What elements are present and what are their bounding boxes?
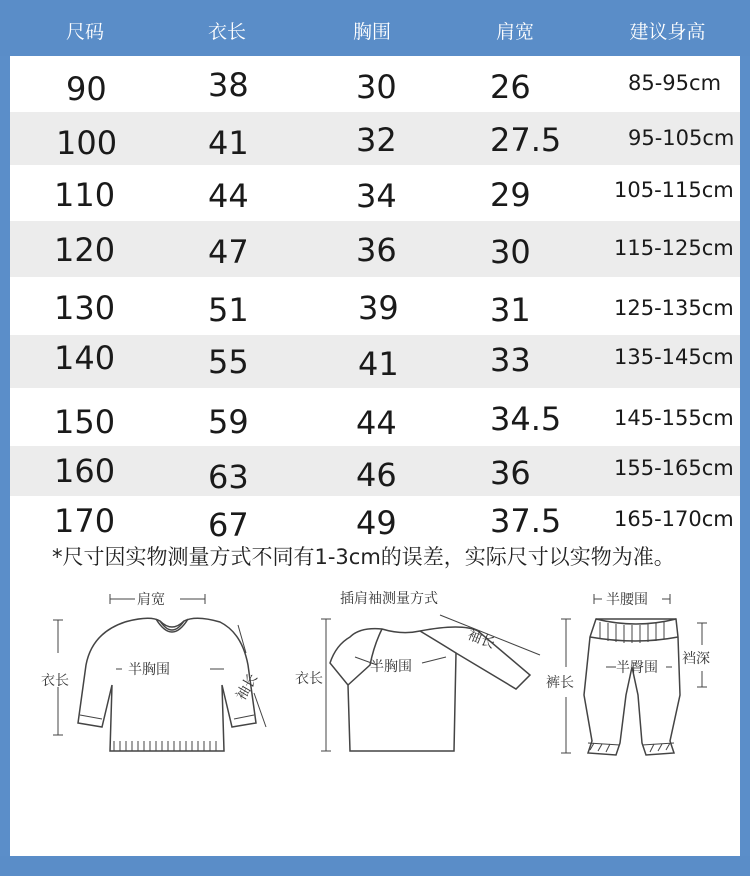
cell-size: 160 xyxy=(54,452,116,490)
cell-length: 59 xyxy=(208,403,249,441)
label-shoulder: 肩宽 xyxy=(137,592,165,608)
table-row xyxy=(10,388,740,446)
cell-size: 90 xyxy=(66,70,107,108)
cell-chest: 46 xyxy=(356,456,397,494)
cell-length: 51 xyxy=(208,291,249,329)
raglan-diagram xyxy=(321,615,540,751)
measurement-diagrams xyxy=(10,575,740,775)
table-row xyxy=(10,496,740,544)
cell-height: 115-125cm xyxy=(614,236,734,260)
table-row xyxy=(10,335,740,388)
cell-length: 41 xyxy=(208,124,249,162)
cell-length: 67 xyxy=(208,506,249,544)
cell-height: 135-145cm xyxy=(614,345,734,369)
cell-chest: 44 xyxy=(356,404,397,442)
cell-length: 47 xyxy=(208,233,249,271)
label-chest: 半胸围 xyxy=(128,662,170,678)
cell-shoulder: 29 xyxy=(490,176,531,214)
cell-length: 63 xyxy=(208,458,249,496)
cell-shoulder: 36 xyxy=(490,454,531,492)
label-raglan-chest: 半胸围 xyxy=(370,659,412,675)
table-row xyxy=(10,112,740,165)
cell-height: 155-165cm xyxy=(614,456,734,480)
table-row xyxy=(10,277,740,335)
cell-size: 130 xyxy=(54,289,116,327)
cell-shoulder: 26 xyxy=(490,68,531,106)
label-sleeve: 袖长 xyxy=(233,671,262,704)
label-hip: 半臀围 xyxy=(616,660,658,676)
cell-size: 170 xyxy=(54,502,116,540)
table-row xyxy=(10,56,740,112)
label-waist: 半腰围 xyxy=(606,592,648,608)
cell-chest: 30 xyxy=(356,68,397,106)
label-rise: 裆深 xyxy=(682,651,710,667)
bottom-band xyxy=(0,856,750,876)
cell-height: 165-170cm xyxy=(614,507,734,531)
cell-shoulder: 33 xyxy=(490,341,531,379)
cell-shoulder: 34.5 xyxy=(490,400,562,438)
cell-chest: 36 xyxy=(356,231,397,269)
label-pants-length: 裤长 xyxy=(546,675,574,691)
measurement-note: *尺寸因实物测量方式不同有1-3cm的误差，实际尺寸以实物为准。 xyxy=(52,545,675,569)
cell-height: 105-115cm xyxy=(614,178,734,202)
cell-length: 44 xyxy=(208,177,249,215)
header-length: 衣长 xyxy=(207,21,246,43)
cell-shoulder: 37.5 xyxy=(490,502,562,540)
header-shoulder: 肩宽 xyxy=(495,21,534,43)
cell-shoulder: 31 xyxy=(490,291,531,329)
header-chest: 胸围 xyxy=(352,21,391,43)
cell-height: 125-135cm xyxy=(614,296,734,320)
cell-height: 145-155cm xyxy=(614,406,734,430)
cell-chest: 39 xyxy=(358,289,399,327)
cell-shoulder: 30 xyxy=(490,233,531,271)
cell-chest: 49 xyxy=(356,504,397,542)
cell-size: 110 xyxy=(54,176,116,214)
cell-height: 95-105cm xyxy=(628,126,735,150)
cell-height: 85-95cm xyxy=(628,71,722,95)
header-height: 建议身高 xyxy=(629,21,706,43)
label-raglan-sleeve: 袖长 xyxy=(465,626,498,653)
table-row xyxy=(10,165,740,221)
cell-length: 55 xyxy=(208,343,249,381)
header-size: 尺码 xyxy=(65,21,104,43)
cell-chest: 41 xyxy=(358,345,399,383)
table-row xyxy=(10,446,740,496)
label-raglan-length: 衣长 xyxy=(295,671,323,687)
cell-length: 38 xyxy=(208,66,249,104)
label-raglan-title: 插肩袖测量方式 xyxy=(340,591,438,607)
cell-shoulder: 27.5 xyxy=(490,121,562,159)
cell-chest: 32 xyxy=(356,121,397,159)
table-row xyxy=(10,221,740,277)
cell-size: 100 xyxy=(56,124,118,162)
cell-size: 120 xyxy=(54,231,116,269)
cell-chest: 34 xyxy=(356,177,397,215)
cell-size: 140 xyxy=(54,339,116,377)
table-header xyxy=(0,0,750,56)
cell-size: 150 xyxy=(54,403,116,441)
label-length: 衣长 xyxy=(41,673,69,689)
